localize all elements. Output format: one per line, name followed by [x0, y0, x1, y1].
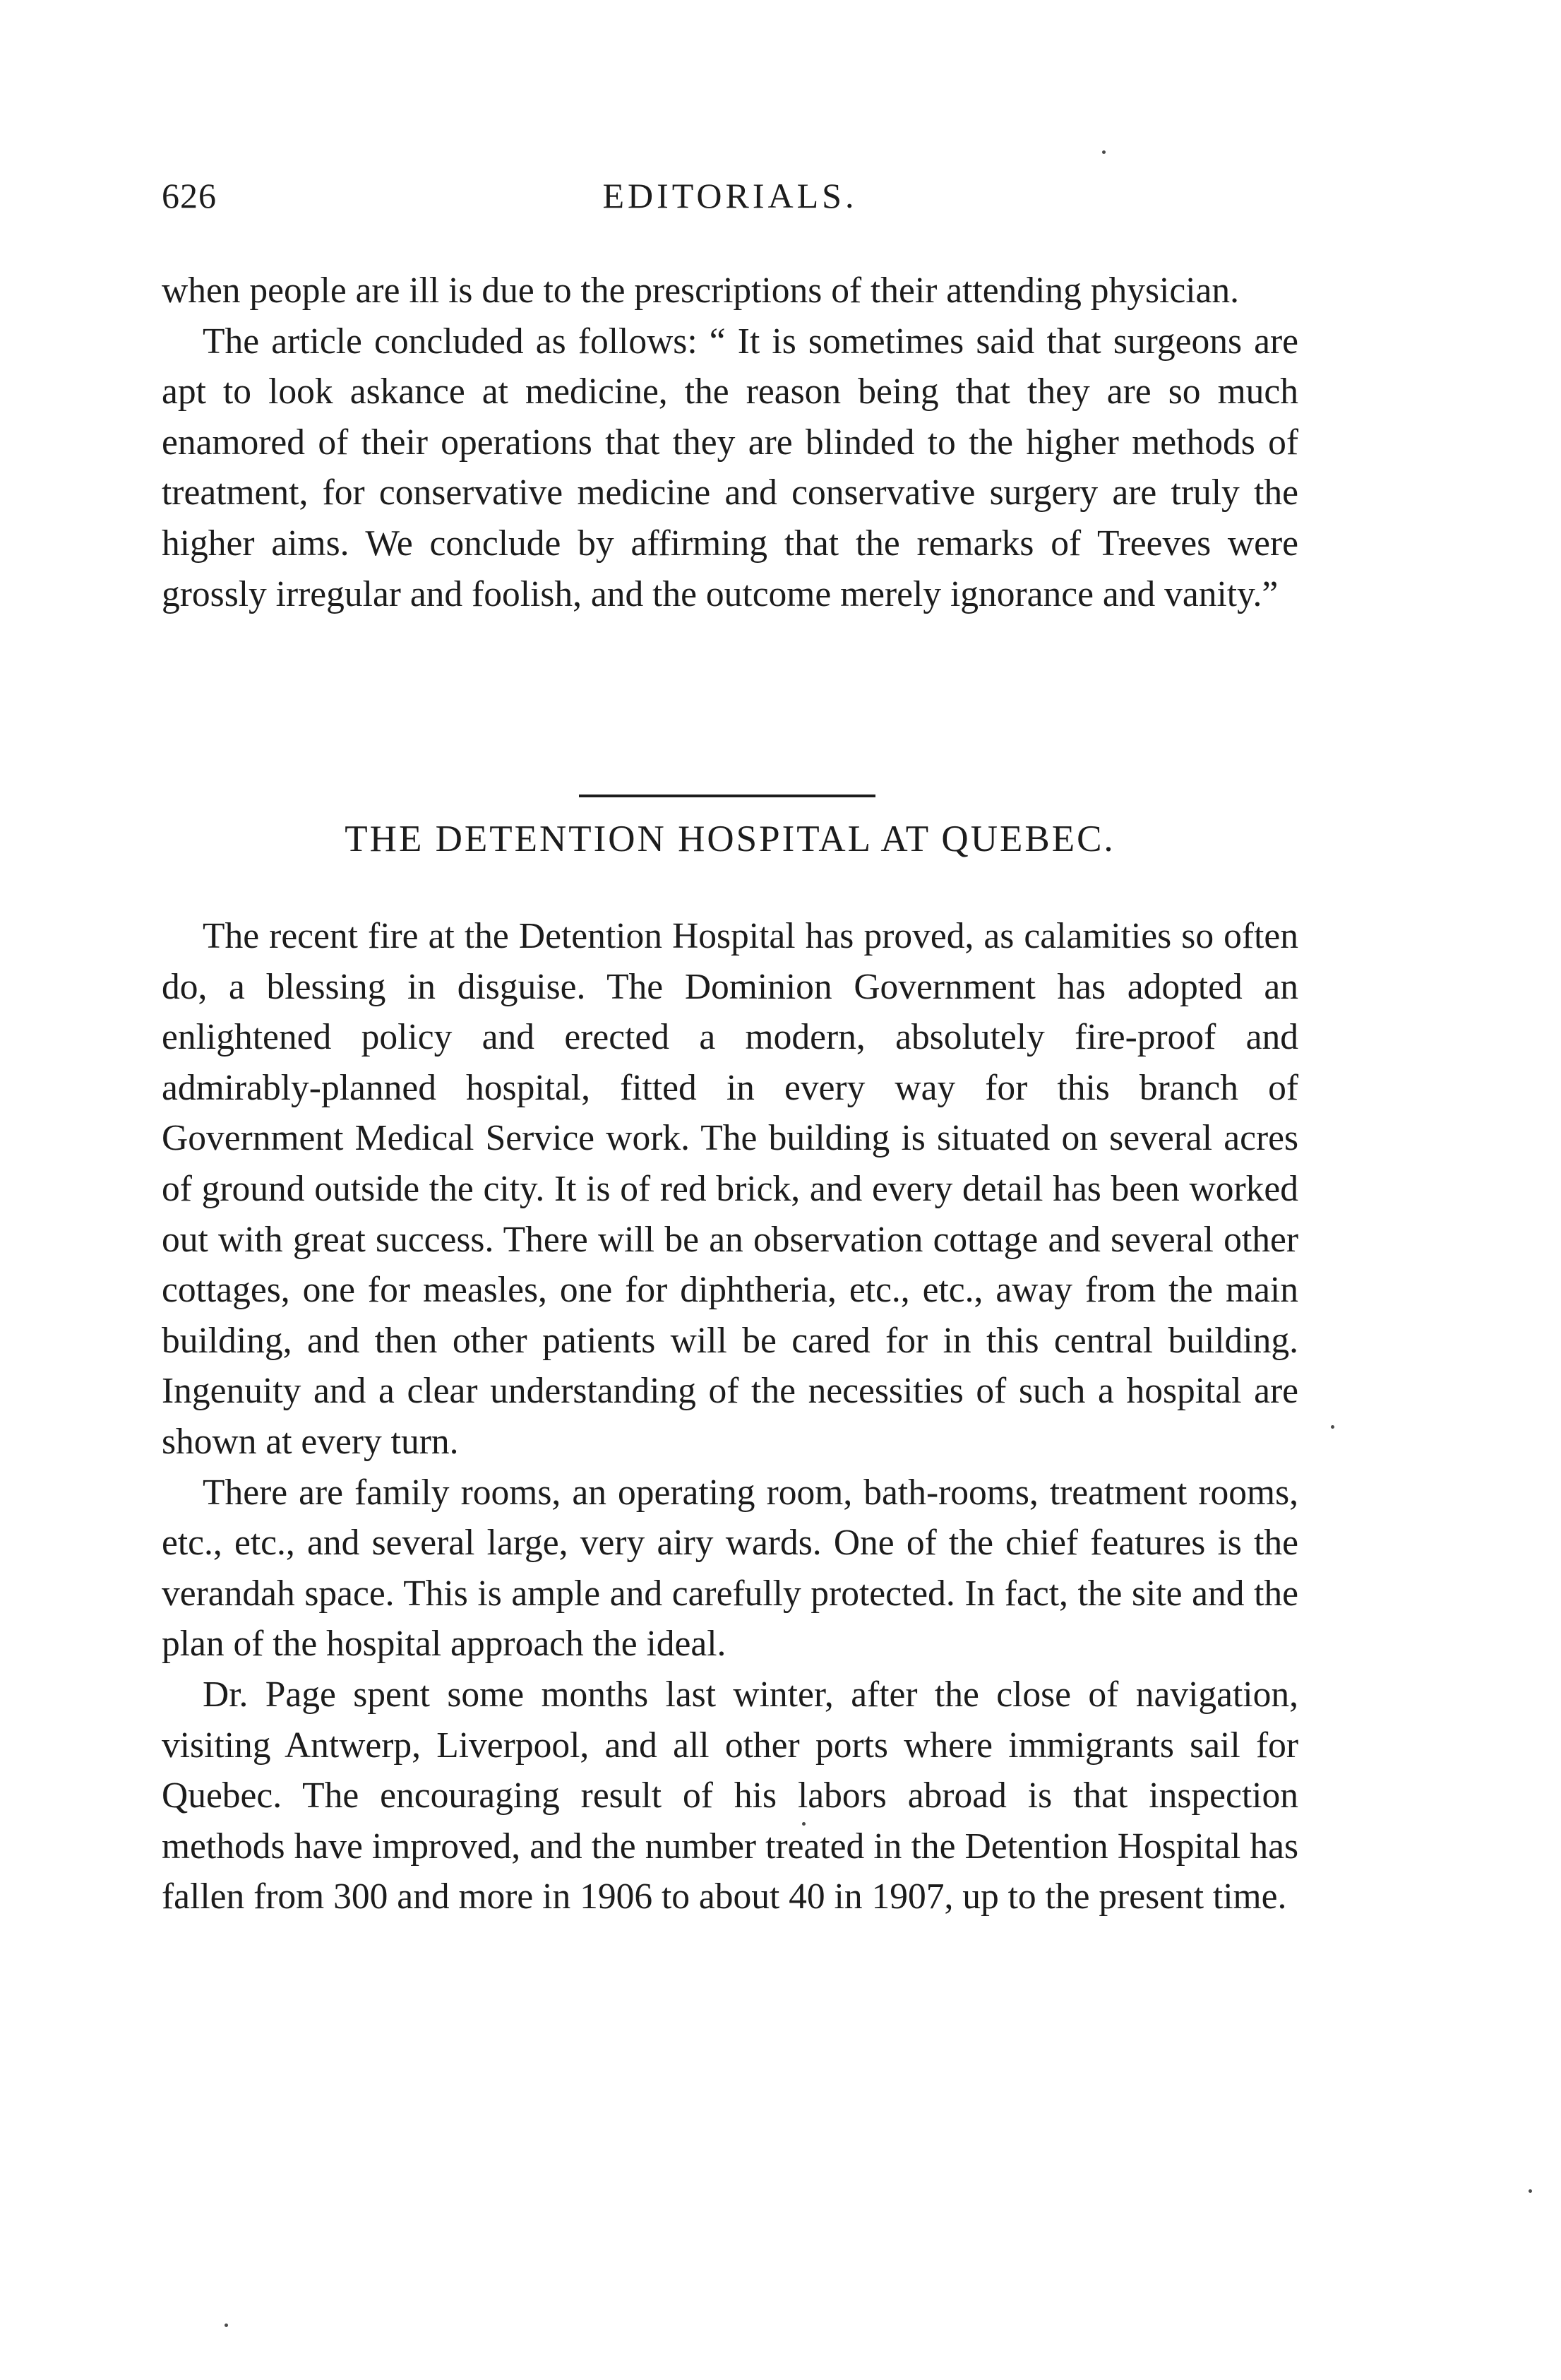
running-title: EDITORIALS. — [602, 176, 858, 215]
section-body — [162, 911, 1298, 1922]
paragraph-fire: The recent fire at the Detention Hospital has proved, as calamities so often do, a blessing in disguise. The Dominion Government has adopted an enlightened policy and erected a modern, absolutely fire-proof and admirably-planned hospital, fitted in every way for this branch of Government Medical Service work. The building is situated on several acres of ground outside the city. It is of red brick, and every detail has been worked out with great success. There will be an observation cottage and several other cottages, one for measles, one for diphtheria, etc., etc., away from the main building, and then other patients will be cared for in this central building. Ingenuity and a clear understanding of the necessities of such a hospital are shown at every turn. — [162, 916, 1298, 1462]
print-speck — [802, 1822, 806, 1826]
print-speck — [1102, 150, 1106, 154]
paragraph-continued: when people are ill is due to the prescriptions of their attending physician. — [162, 270, 1239, 311]
running-head — [162, 175, 1298, 225]
paragraph-article-conclusion: The article concluded as follows: “ It is sometimes said that surgeons are apt to look askance at medicine, the reason being that they are so much enamored of their operations that they are blinded to the higher methods of treatment, for conservative medicine and conservative surgery are truly the higher aims. We conclude by affirming that the remarks of Treeves were grossly irregular and foolish, and the outcome merely ignorance and vanity.” — [162, 321, 1298, 614]
section-heading: THE DETENTION HOSPITAL AT QUEBEC. — [345, 819, 1116, 859]
print-speck — [1331, 1425, 1334, 1429]
print-speck — [1529, 2189, 1532, 2193]
page-number: 626 — [162, 176, 217, 215]
article-ending — [162, 266, 1298, 619]
print-speck — [225, 2324, 228, 2327]
paragraph-dr-page: Dr. Page spent some months last winter, after the close of navigation, visiting Antwerp, Liverpool, and all other ports where immigrants sail for Quebec. The encouraging result of his labors abroad is that inspection methods have improved, and the number treated in the Detention Hospital has fallen from 300 and more in 1906 to about 40 in 1907, up to the present time. — [162, 1674, 1298, 1917]
paragraph-rooms: There are family rooms, an operating room, bath-rooms, treatment rooms, etc., etc., and several large, very airy wards. One of the chief features is the verandah space. This is ample and carefully protected. In fact, the site and the plan of the hospital approach the ideal. — [162, 1472, 1298, 1665]
section-divider-rule — [579, 795, 875, 797]
